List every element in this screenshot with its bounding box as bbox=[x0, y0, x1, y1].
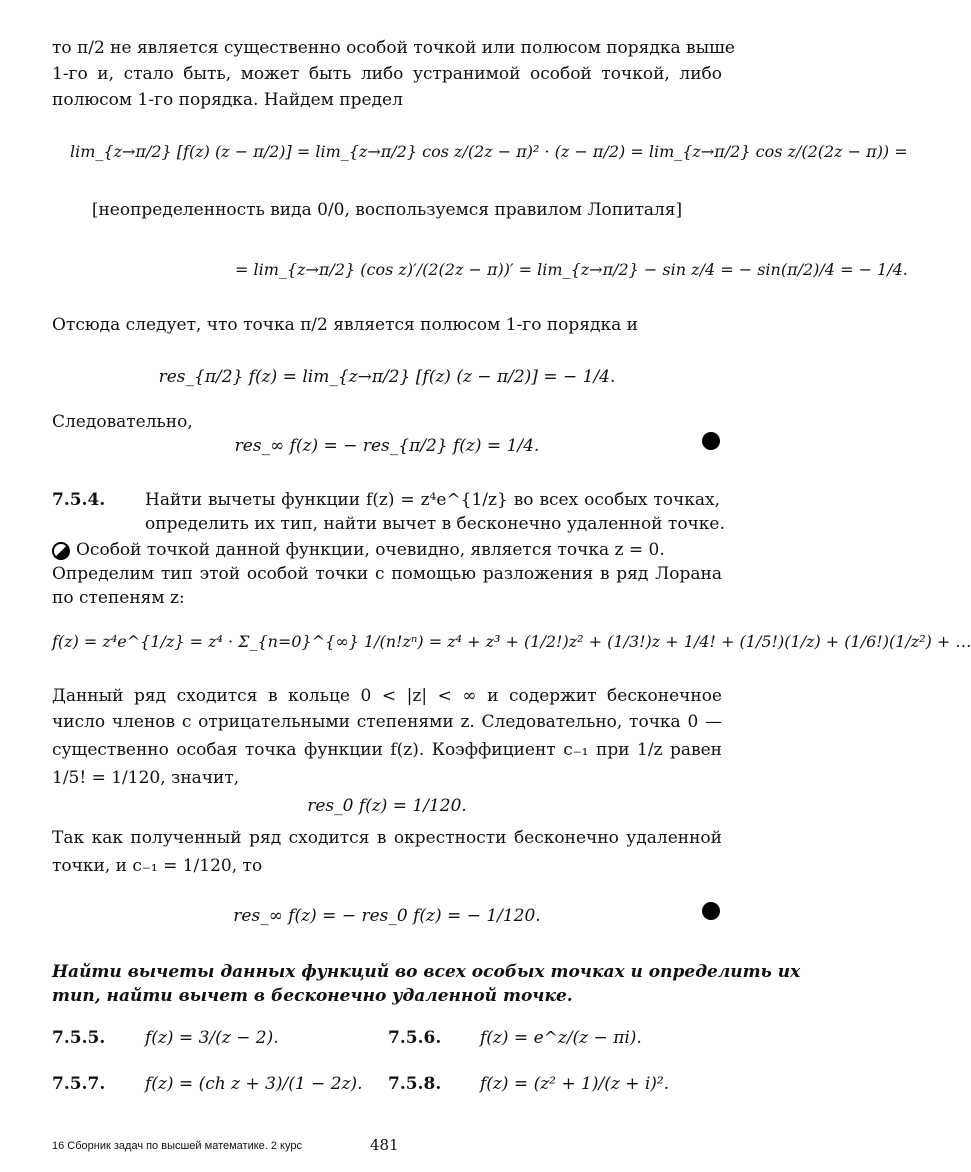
formula-residue-zero: res_0 f(z) = 1/120. bbox=[307, 796, 467, 816]
exercise-heading-line-2: тип, найти вычет в бесконечно удаленной точке. bbox=[52, 986, 573, 1006]
end-of-solution-marker-2 bbox=[702, 902, 720, 920]
solution-754-line-2: Определим тип этой особой точки с помощью разложения в ряд Лорана bbox=[52, 564, 722, 584]
solution-754-line-1 bbox=[52, 540, 722, 561]
formula-residue-infinity-1: res_∞ f(z) = − res_{π/2} f(z) = 1/4. bbox=[234, 436, 540, 456]
end-of-solution-marker-1 bbox=[702, 432, 720, 450]
exercise-formula: f(z) = (ch z + 3)/(1 − 2z). bbox=[145, 1074, 363, 1094]
series-line-1: Данный ряд сходится в кольце 0 < |z| < ∞ и содержит бесконечное bbox=[52, 686, 722, 706]
solution-754-line-1-text: Особой точкой данной функции, очевидно, является точка z = 0. bbox=[76, 540, 665, 560]
formula-residue-pi-half: res_{π/2} f(z) = lim_{z→π/2} [f(z) (z − π/2)] = − 1/4. bbox=[158, 367, 616, 387]
formula-laurent-series: f(z) = z⁴e^{1/z} = z⁴ · Σ_{n=0}^{∞} 1/(n!zⁿ) = z⁴ + z³ + (1/2!)z² + (1/3!)z + 1/4! + (1/5!)(1/z) + (1/6!)(1/z²) + … bbox=[52, 632, 971, 651]
exercise-formula: f(z) = 3/(z − 2). bbox=[145, 1028, 279, 1048]
problem-754-number: 7.5.4. bbox=[52, 490, 106, 510]
exercise-number: 7.5.8. bbox=[388, 1074, 442, 1094]
page-number: 481 bbox=[370, 1136, 399, 1154]
footer-book-title: 16 Сборник задач по высшей математике. 2 курс bbox=[52, 1140, 302, 1152]
exercise-formula: f(z) = e^z/(z − πi). bbox=[480, 1028, 642, 1048]
series-line-4: 1/5! = 1/120, значит, bbox=[52, 768, 240, 788]
problem-754-line-2: определить их тип, найти вычет в бесконечно удаленной точке. bbox=[145, 514, 725, 534]
problem-754-line-1: Найти вычеты функции f(z) = z⁴e^{1/z} во всех особых точках, bbox=[145, 490, 720, 510]
series-line-2: число членов с отрицательными степенями z. Следовательно, точка 0 — bbox=[52, 712, 722, 732]
exercise-number: 7.5.5. bbox=[52, 1028, 106, 1048]
text-therefore: Следовательно, bbox=[52, 412, 193, 432]
formula-residue-infinity-2: res_∞ f(z) = − res_0 f(z) = − 1/120. bbox=[233, 906, 541, 926]
exercise-number: 7.5.7. bbox=[52, 1074, 106, 1094]
formula-indeterminacy: [неопределенность вида 0/0, воспользуемся правилом Лопиталя] bbox=[91, 200, 683, 220]
text-hence: Отсюда следует, что точка π/2 является полюсом 1-го порядка и bbox=[52, 315, 638, 335]
exercise-formula: f(z) = (z² + 1)/(z + i)². bbox=[480, 1074, 670, 1094]
formula-limit-1: lim_{z→π/2} [f(z) (z − π/2)] = lim_{z→π/2} cos z/(2z − π)² · (z − π/2) = lim_{z→π/2} cos z/(2(2z − π)) = bbox=[70, 142, 908, 161]
series-line-3: существенно особая точка функции f(z). Коэффициент c₋₁ при 1/z равен bbox=[52, 740, 722, 760]
exercise-number: 7.5.6. bbox=[388, 1028, 442, 1048]
solution-754-line-3: по степеням z: bbox=[52, 588, 185, 608]
intro-line-1: то π/2 не является существенно особой точкой или полюсом порядка выше bbox=[52, 38, 735, 58]
exercise-heading-line-1: Найти вычеты данных функций во всех особых точках и определить их bbox=[52, 962, 801, 982]
intro-line-3: полюсом 1-го порядка. Найдем предел bbox=[52, 90, 403, 110]
formula-limit-2: = lim_{z→π/2} (cos z)′/(2(2z − π))′ = lim_{z→π/2} − sin z/4 = − sin(π/2)/4 = − 1/4. bbox=[235, 260, 908, 279]
intro-line-2: 1-го и, стало быть, может быть либо устранимой особой точкой, либо bbox=[52, 64, 722, 84]
solution-start-icon bbox=[52, 542, 70, 560]
since-line-2: точки, и c₋₁ = 1/120, то bbox=[52, 856, 263, 876]
since-line-1: Так как полученный ряд сходится в окрестности бесконечно удаленной bbox=[52, 828, 722, 848]
